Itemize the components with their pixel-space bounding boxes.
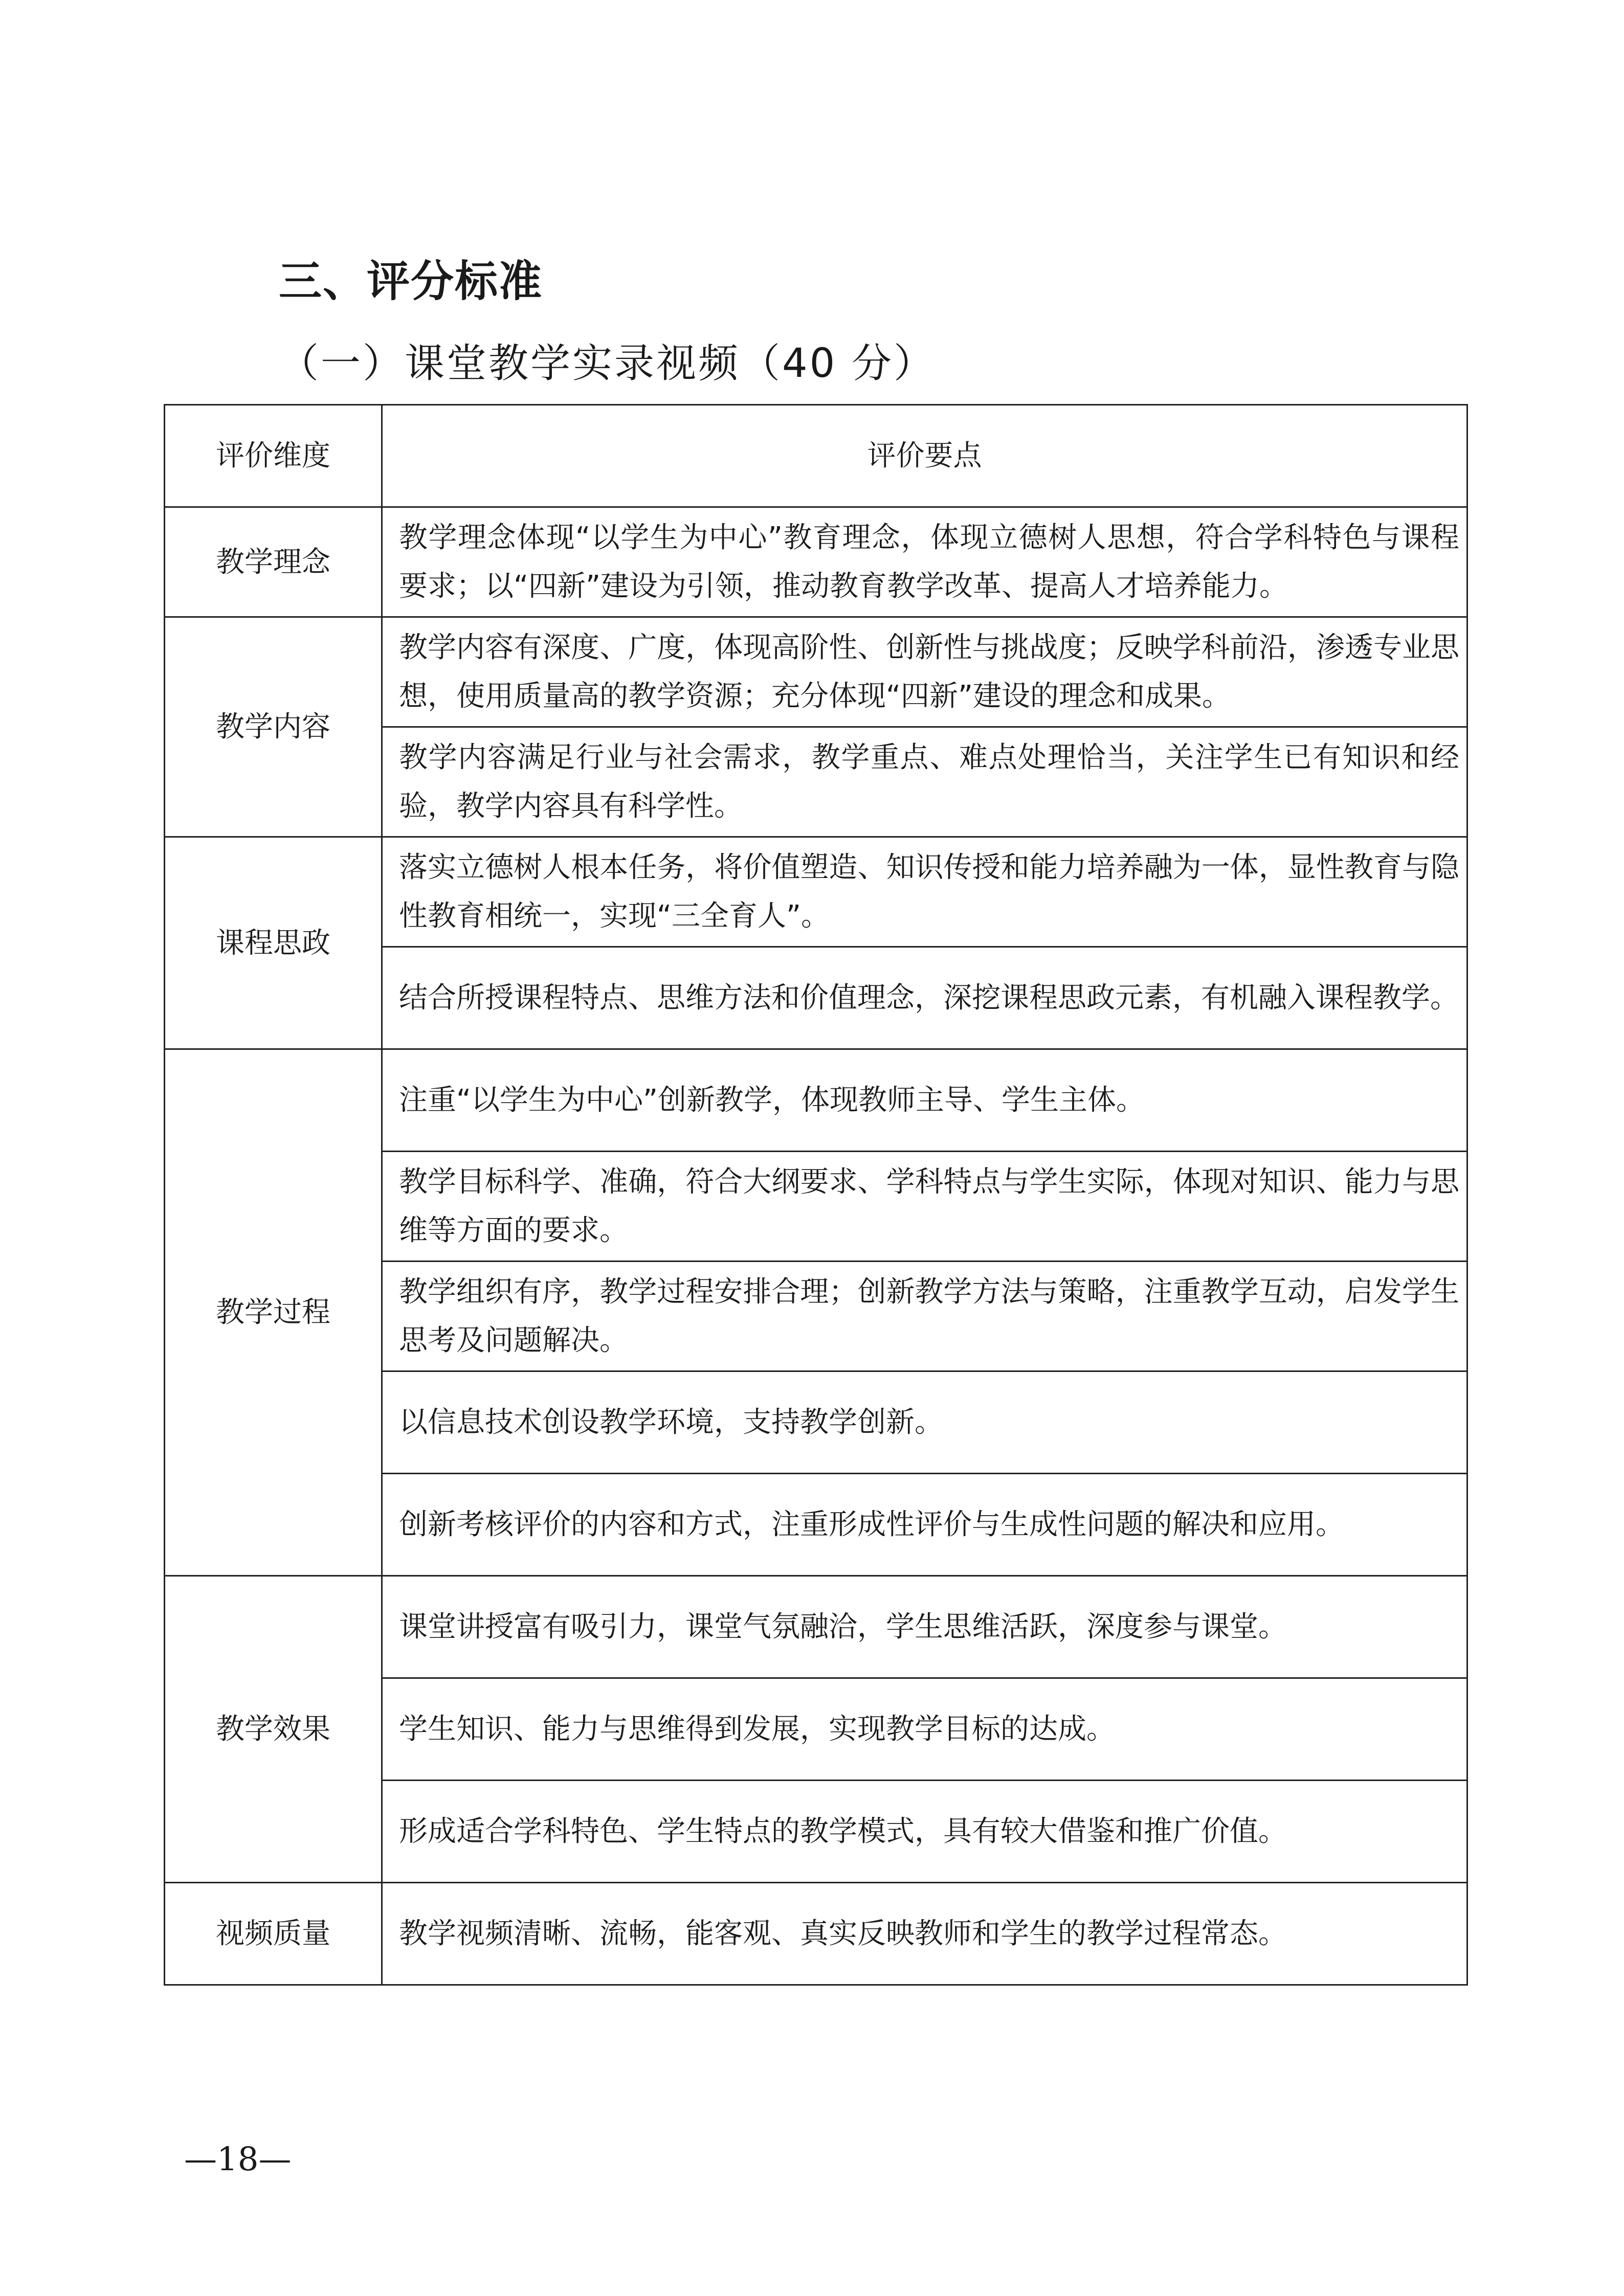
page-number: —18—	[184, 2141, 292, 2178]
point-cell: 教学内容有深度、广度，体现高阶性、创新性与挑战度；反映学科前沿，渗透专业思想，使用质量高的教学资源；充分体现“四新”建设的理念和成果。	[382, 617, 1467, 727]
subsection-heading: （一）课堂教学实录视频（40 分）	[279, 341, 936, 387]
point-cell: 注重“以学生为中心”创新教学，体现教师主导、学生主体。	[382, 1049, 1467, 1152]
point-cell: 落实立德树人根本任务，将价值塑造、知识传授和能力培养融为一体，显性教育与隐性教育相统一，实现“三全育人”。	[382, 837, 1467, 947]
table-row	[165, 507, 1467, 617]
dimension-cell-teaching-philosophy: 教学理念	[165, 507, 382, 617]
dimension-cell-teaching-process: 教学过程	[165, 1049, 382, 1576]
dimension-cell-teaching-content: 教学内容	[165, 617, 382, 837]
section-heading: 三、评分标准	[279, 256, 543, 306]
point-cell: 以信息技术创设教学环境，支持教学创新。	[382, 1371, 1467, 1474]
point-cell: 教学理念体现“以学生为中心”教育理念，体现立德树人思想，符合学科特色与课程要求；以“四新”建设为引领，推动教育教学改革、提高人才培养能力。	[382, 507, 1467, 617]
scoring-criteria-table	[164, 404, 1468, 1986]
point-cell: 教学目标科学、准确，符合大纲要求、学科特点与学生实际，体现对知识、能力与思维等方面的要求。	[382, 1152, 1467, 1262]
point-cell: 教学视频清晰、流畅，能客观、真实反映教师和学生的教学过程常态。	[382, 1883, 1467, 1985]
point-cell: 教学组织有序，教学过程安排合理；创新教学方法与策略，注重教学互动，启发学生思考及问题解决。	[382, 1262, 1467, 1371]
table-row	[165, 617, 1467, 727]
point-cell: 学生知识、能力与思维得到发展，实现教学目标的达成。	[382, 1678, 1467, 1781]
dimension-cell-ideological-education: 课程思政	[165, 837, 382, 1049]
table-row	[165, 1576, 1467, 1678]
dimension-cell-video-quality: 视频质量	[165, 1883, 382, 1985]
point-cell: 创新考核评价的内容和方式，注重形成性评价与生成性问题的解决和应用。	[382, 1474, 1467, 1576]
table-row	[165, 1049, 1467, 1152]
table-row	[165, 837, 1467, 947]
header-points: 评价要点	[382, 405, 1467, 507]
dimension-cell-teaching-effect: 教学效果	[165, 1576, 382, 1883]
point-cell: 形成适合学科特色、学生特点的教学模式，具有较大借鉴和推广价值。	[382, 1781, 1467, 1883]
table-header-row	[165, 405, 1467, 507]
table-row	[165, 1883, 1467, 1985]
point-cell: 结合所授课程特点、思维方法和价值理念，深挖课程思政元素，有机融入课程教学。	[382, 947, 1467, 1049]
point-cell: 课堂讲授富有吸引力，课堂气氛融洽，学生思维活跃，深度参与课堂。	[382, 1576, 1467, 1678]
point-cell: 教学内容满足行业与社会需求，教学重点、难点处理恰当，关注学生已有知识和经验，教学内容具有科学性。	[382, 727, 1467, 837]
header-dimension: 评价维度	[165, 405, 382, 507]
